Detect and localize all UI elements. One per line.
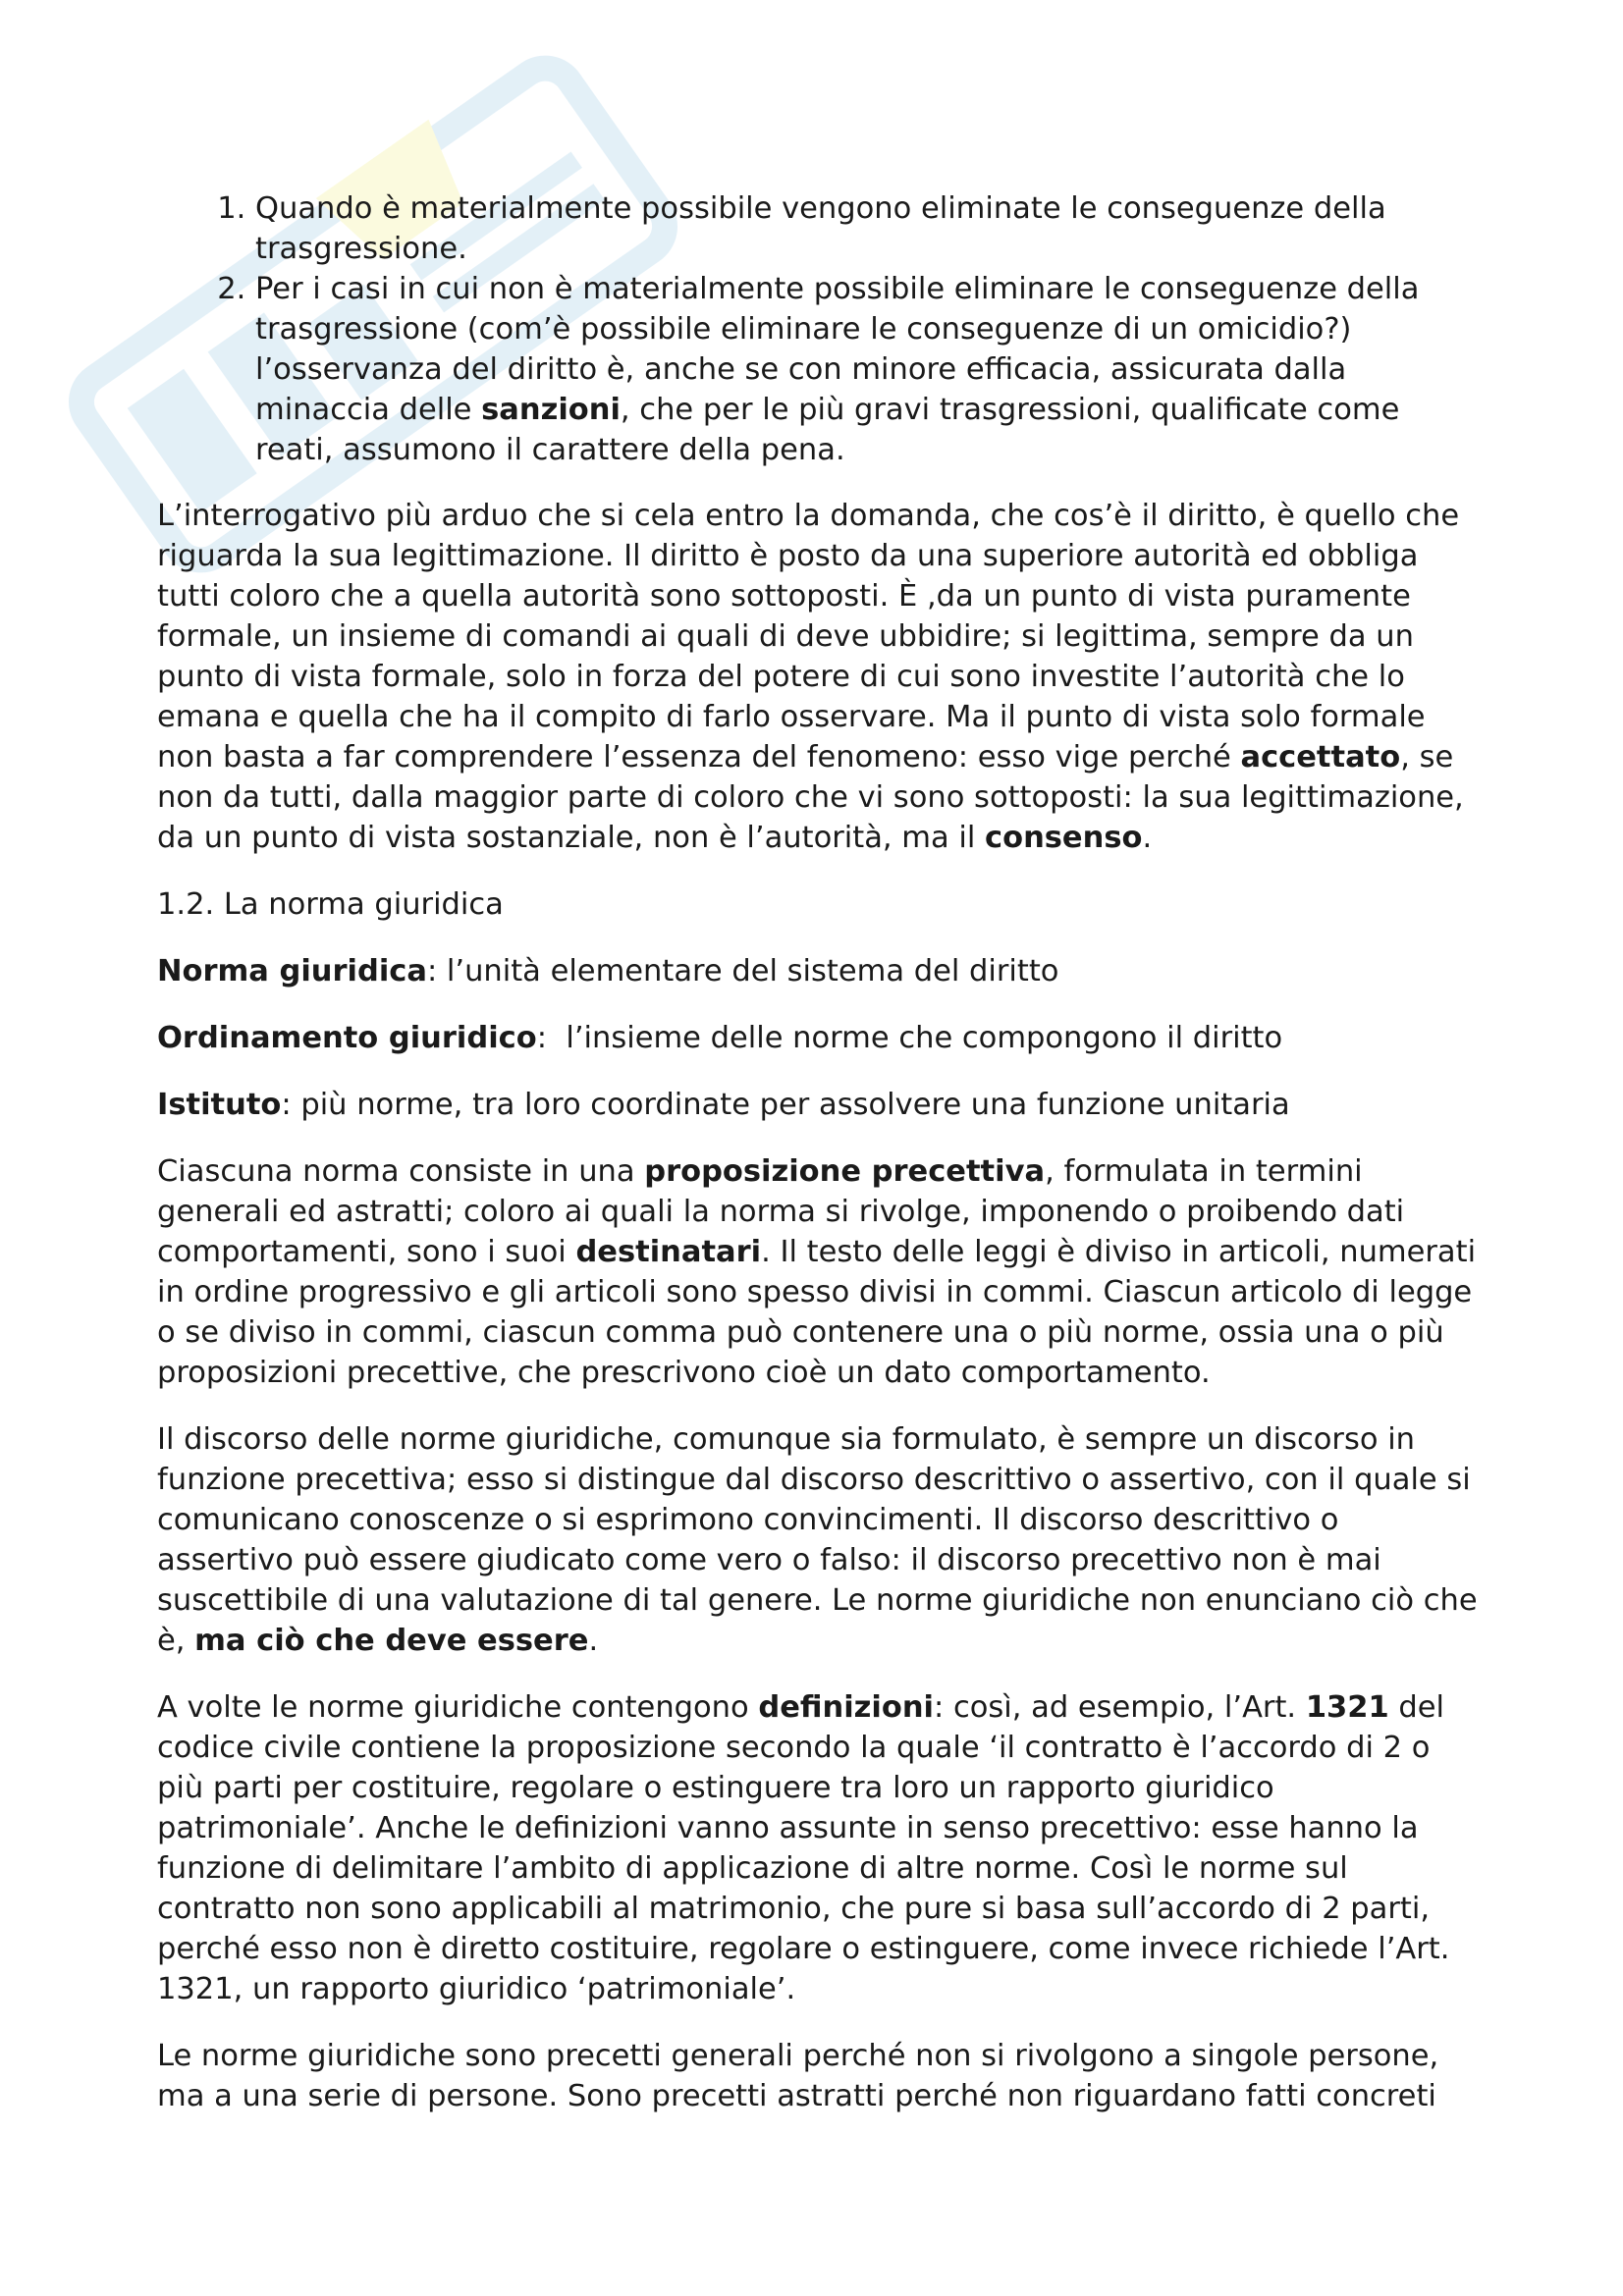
text-run: A volte le norme giuridiche contengono xyxy=(157,1690,759,1725)
paragraph-definizioni xyxy=(157,1687,1483,2009)
definition-text: : l’insieme delle norme che compongono il diritto xyxy=(536,1021,1283,1055)
paragraph-precetti-generali: Le norme giuridiche sono precetti generali perché non si rivolgono a singole persone, ma a una serie di persone. Sono precetti astratti perché non riguardano fatti concreti xyxy=(157,2039,1439,2113)
paragraph-proposizione-precettiva xyxy=(157,1151,1483,1393)
definition-term: Norma giuridica xyxy=(157,954,427,988)
text-run: Il discorso delle norme giuridiche, comunque sia formulato, è sempre un discorso in funzione precettiva; esso si distingue dal discorso descrittivo o assertivo, con il quale si comunicano conoscenze o si esprimono convincimenti. Il discorso descrittivo o assertivo può essere giudicato come vero o falso: il discorso precettivo non è mai suscettibile di una valutazione di tal genere. Le norme giuridiche non enunciano ciò che è, xyxy=(157,1422,1478,1658)
definition-ordinamento-giuridico xyxy=(157,1018,1483,1058)
bold-term: definizioni xyxy=(758,1690,934,1725)
bold-term: accettato xyxy=(1240,740,1401,774)
text-run: . xyxy=(588,1624,599,1658)
text-run: L’interrogativo più arduo che si cela entro la domanda, che cos’è il diritto, è quello che riguarda la sua legittimazione. Il diritto è posto da una superiore autorità ed obbliga tutti coloro che a quella autorità sono sottoposti. È ,da un punto di vista puramente formale, un insieme di comandi ai quali di deve ubbidire; si legittima, sempre da un punto di vista formale, solo in forza del potere di cui sono investite l’autorità che lo emana e quella che ha il compito di farlo osservare. Ma il punto di vista solo formale non basta a far comprendere l’essenza del fenomeno: esso vige perché xyxy=(157,499,1460,774)
bold-term: ma ciò che deve essere xyxy=(194,1624,589,1658)
numbered-list xyxy=(157,188,1483,470)
definition-text: : più norme, tra loro coordinate per assolvere una funzione unitaria xyxy=(281,1088,1290,1122)
list-item-text: Per i casi in cui non è materialmente possibile eliminare le conseguenze della trasgressione (com’è possibile eliminare le conseguenze di un omicidio?) l’osservanza del diritto è, anche se con minore efficacia, assicurata dalla minaccia delle xyxy=(255,272,1420,427)
text-run: , se non da tutti, dalla maggior parte di coloro che vi sono sottoposti: la sua legittimazione, da un punto di vista sostanziale, non è l’autorità, ma il xyxy=(157,740,1464,855)
text-run: . Il testo delle leggi è diviso in articoli, numerati in ordine progressivo e gli articoli sono spesso divisi in commi. Ciascun articolo di legge o se diviso in commi, ciascun comma può contenere una o più norme, ossia una o più proposizioni precettive, che prescrivono cioè un dato comportamento. xyxy=(157,1235,1477,1390)
text-run: del codice civile contiene la proposizione secondo la quale ‘il contratto è l’accordo di 2 o più parti per costituire, regolare o estinguere tra loro un rapporto giuridico patrimoniale’. Anche le definizioni vanno assunte in senso precettivo: esse hanno la funzione di delimitare l’ambito di applicazione di altre norme. Così le norme sul contratto non sono applicabili al matrimonio, che pure si basa sull’accordo di 2 parti, perché esso non è diretto costituire, regolare o estinguere, come invece richiede l’Art. 1321, un rapporto giuridico ‘patrimoniale’. xyxy=(157,1690,1450,2006)
section-heading: 1.2. La norma giuridica xyxy=(157,887,504,922)
paragraph-discorso-precettivo xyxy=(157,1419,1483,1661)
list-item-text: Quando è materialmente possibile vengono eliminate le conseguenze della trasgressione. xyxy=(255,191,1386,266)
definition-istituto xyxy=(157,1085,1483,1125)
text-run: . xyxy=(1142,821,1153,855)
document-page xyxy=(157,188,1483,2143)
list-item xyxy=(255,188,1483,269)
bold-term: proposizione precettiva xyxy=(644,1154,1046,1189)
definition-term: Istituto xyxy=(157,1088,282,1122)
text-run: , formulata in termini generali ed astratti; coloro ai quali la norma si rivolge, imponendo o proibendo dati comportamenti, sono i suoi xyxy=(157,1154,1405,1269)
text-run: Ciascuna norma consiste in una xyxy=(157,1154,645,1189)
bold-term: sanzioni xyxy=(481,393,621,427)
list-item xyxy=(255,269,1483,470)
text-run: : così, ad esempio, l’Art. xyxy=(933,1690,1306,1725)
definition-norma-giuridica xyxy=(157,951,1483,991)
list-item-text: , che per le più gravi trasgressioni, qualificate come reati, assumono il carattere della pena. xyxy=(255,393,1400,467)
bold-term: consenso xyxy=(985,821,1143,855)
paragraph-legittimazione xyxy=(157,496,1483,858)
bold-term: 1321 xyxy=(1305,1690,1389,1725)
definition-text: : l’unità elementare del sistema del diritto xyxy=(426,954,1059,988)
definition-term: Ordinamento giuridico xyxy=(157,1021,537,1055)
bold-term: destinatari xyxy=(575,1235,762,1269)
